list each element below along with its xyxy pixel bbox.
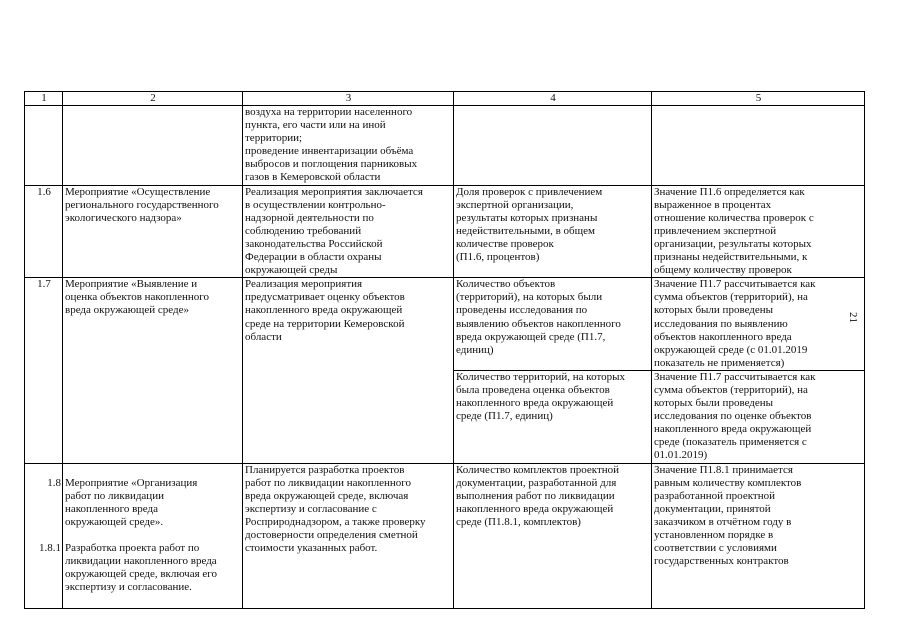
table-row-1-6 <box>25 185 865 278</box>
calculation-method: Значение П1.6 определяется как выраженное в процентах отношение количества проверок с привлечением экспертной организации, результаты которых признаны недействительными, к общему количеству проверок <box>652 185 865 278</box>
header-col-2: 2 <box>63 92 243 106</box>
indicator: Доля проверок с привлечением экспертной организации, результаты которых признаны недействительными, в общем количестве проверок (П1.6, процентов) <box>454 185 652 278</box>
indicator-a: Количество объектов (территорий), на которых были проведены исследования по выявлению объектов накопленного вреда окружающей среде (П1.7, единиц) <box>454 278 652 371</box>
measure-name: Мероприятие «Выявление и оценка объектов накопленного вреда окружающей среде» <box>63 278 243 463</box>
measures-table <box>24 91 865 609</box>
continuation-indicator-cell <box>454 106 652 186</box>
header-col-1: 1 <box>25 92 63 106</box>
row-number: 1.6 <box>25 185 63 278</box>
header-col-3: 3 <box>243 92 454 106</box>
page-number: 21 <box>847 312 859 323</box>
continuation-name-cell <box>63 106 243 186</box>
continuation-num-cell <box>25 106 63 186</box>
sub-measure-name: Разработка проекта работ по ликвидации накопленного вреда окружающей среде, включая его экспертизу и согласование. <box>65 542 218 594</box>
continuation-method-cell <box>652 106 865 186</box>
calculation-method-b: Значение П1.7 рассчитывается как сумма объектов (территорий), на которых были проведены исследования по оценке объектов накопленного вреда окружающей среде (показатель применяется с 01.01.2019) <box>652 370 865 463</box>
measure-name: Мероприятие «Организация работ по ликвидации накопленного вреда окружающей среде». <box>65 476 198 528</box>
calculation-method: Значение П1.8.1 принимается равным количеству комплектов разработанной проектной документации, принятой заказчиком в отчётном году в установленном порядке в соответствии с условиями государственных контрактов <box>652 463 865 608</box>
continuation-description-cell: воздуха на территории населенного пункта, его части или на иной территории; проведение инвентаризации объёма выбросов и поглощения парниковых газов в Кемеровской области <box>243 106 454 186</box>
header-col-5: 5 <box>652 92 865 106</box>
row-number-cell <box>25 463 63 608</box>
row-number: 1.8 <box>47 476 61 489</box>
measure-name: Мероприятие «Осуществление регионального государственного экологического надзора» <box>63 185 243 278</box>
indicator-b: Количество территорий, на которых была проведена оценка объектов накопленного вреда окружающей среде (П1.7, единиц) <box>454 370 652 463</box>
table-row-1-7 <box>25 278 865 371</box>
table-row-1-8 <box>25 463 865 608</box>
measure-name-cell <box>63 463 243 608</box>
indicator: Количество комплектов проектной документации, разработанной для выполнения работ по ликвидации накопленного вреда окружающей среде (П1.8.1, комплектов) <box>454 463 652 608</box>
measure-description: Реализация мероприятия заключается в осуществлении контрольно- надзорной деятельности по соблюдению требований законодательства Российской Федерации в области охраны окружающей среды <box>243 185 454 278</box>
measure-description: Планируется разработка проектов работ по ликвидации накопленного вреда окружающей среде, включая экспертизу и согласование с Росприроднадзором, а также проверку достоверности определения сметной стоимости указанных работ. <box>243 463 454 608</box>
row-number: 1.7 <box>25 278 63 463</box>
header-col-4: 4 <box>454 92 652 106</box>
header-row <box>25 92 865 106</box>
sub-row-number: 1.8.1 <box>39 541 61 554</box>
measure-description: Реализация мероприятия предусматривает оценку объектов накопленного вреда окружающей среде на территории Кемеровской области <box>243 278 454 463</box>
calculation-method-a: Значение П1.7 рассчитывается как сумма объектов (территорий), на которых были проведены исследования по выявлению объектов накопленного вреда окружающей среде (с 01.01.2019 показатель не применяется) <box>652 278 865 371</box>
continuation-row <box>25 106 865 186</box>
